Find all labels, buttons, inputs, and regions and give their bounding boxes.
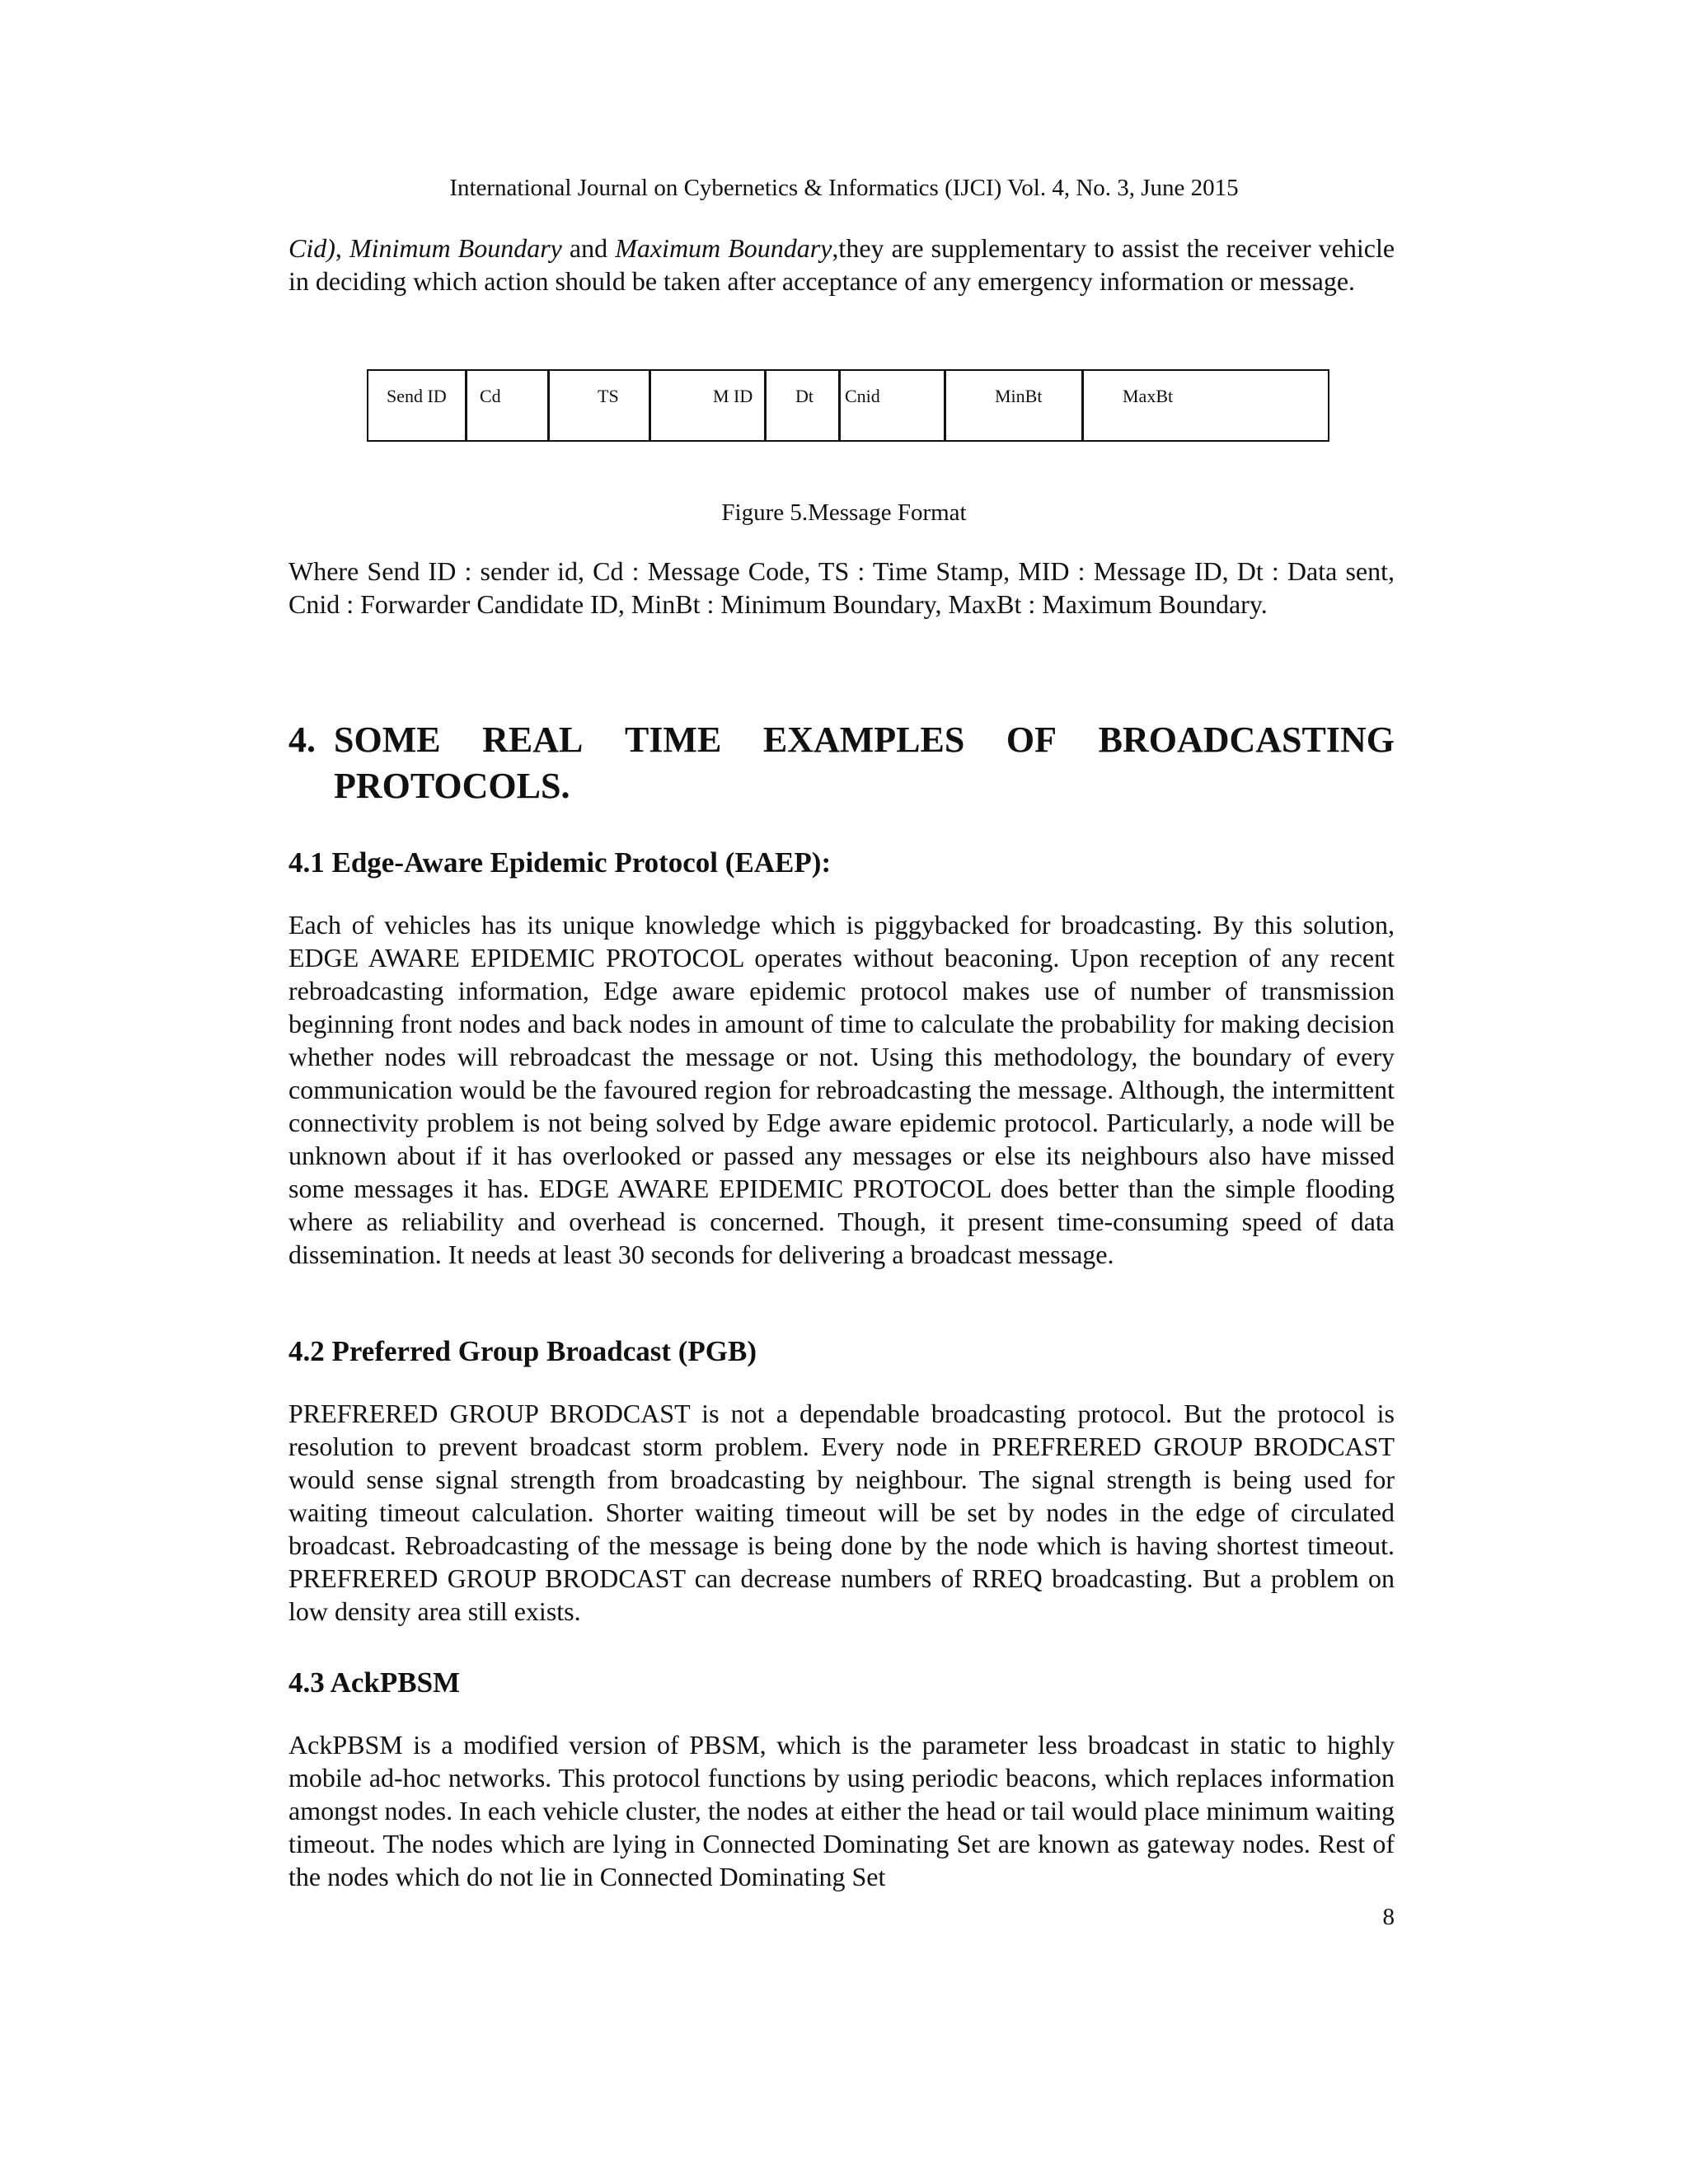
- field-divider: [547, 371, 550, 440]
- title-word: SOME: [334, 719, 441, 760]
- field-minbt: MinBt: [995, 386, 1043, 406]
- subsection-4-1-body: [288, 908, 1395, 1271]
- intro-italic-minimum-boundary: Minimum Boundary: [349, 233, 562, 263]
- where-paragraph: [288, 555, 1395, 621]
- title-word: TIME: [624, 719, 722, 760]
- field-cd: Cd: [480, 386, 501, 406]
- running-header: International Journal on Cybernetics & Informatics (IJCI) Vol. 4, No. 3, June 2015: [449, 175, 1239, 201]
- figure-caption: Figure 5.Message Format: [721, 499, 967, 526]
- field-divider: [1081, 371, 1084, 440]
- field-send-id: Send ID: [387, 386, 447, 406]
- subsection-4-2-body: [288, 1397, 1395, 1628]
- title-word: EXAMPLES: [762, 719, 965, 760]
- field-dt: Dt: [795, 386, 814, 406]
- field-divider: [764, 371, 767, 440]
- field-ts: TS: [598, 386, 619, 406]
- subsection-4-3-heading: 4.3 AckPBSM: [288, 1666, 461, 1699]
- paragraph: AckPBSM is a modified version of PBSM, which is the parameter less broadcast in static to highly mobile ad-hoc networks. This protocol functions by using periodic beacons, which replaces information amongst nodes. In each vehicle cluster, the nodes at either the head or tail would place minimum waiting timeout. The nodes which are lying in Connected Dominating Set are known as gateway nodes. Rest of the nodes which do not lie in Connected Dominating Set: [288, 1730, 1395, 1891]
- title-word: REAL: [482, 719, 584, 760]
- paragraph: PREFRERED GROUP BRODCAST is not a dependable broadcasting protocol. But the protocol is resolution to prevent broadcast storm problem. Every node in PREFRERED GROUP BRODCAST would sense signal strength from broadcasting by neighbour. The signal strength is being used for waiting timeout calculation. Shorter waiting timeout will be set by nodes in the edge of circulated broadcast. Rebroadcasting of the message is being done by the node which is having shortest timeout. PREFRERED GROUP BRODCAST can decrease numbers of RREQ broadcasting. But a problem on low density area still exists.: [288, 1399, 1395, 1626]
- subsection-4-1-heading: 4.1 Edge-Aware Epidemic Protocol (EAEP):: [288, 846, 832, 879]
- paragraph: Each of vehicles has its unique knowledge which is piggybacked for broadcasting. By this solution, EDGE AWARE EPIDEMIC PROTOCOL operates without beaconing. Upon reception of any recent rebroadcasting information, Edge aware epidemic protocol makes use of number of transmission beginning front nodes and back nodes in amount of time to calculate the probability for making decision whether nodes will rebroadcast the message or not. Using this methodology, the boundary of every communication would be the favoured region for rebroadcasting the message. Although, the intermittent connectivity problem is not being solved by Edge aware epidemic protocol. Particularly, a node will be unknown about if it has overlooked or passed any messages or else its neighbours also have missed some messages it has. EDGE AWARE EPIDEMIC PROTOCOL does better than the simple flooding where as reliability and overhead is concerned. Though, it present time-consuming speed of data dissemination. It needs at least 30 seconds for delivering a broadcast message.: [288, 910, 1395, 1269]
- message-format-table: [367, 369, 1329, 442]
- field-maxbt: MaxBt: [1123, 386, 1174, 406]
- section-title-line-1: [334, 717, 1395, 763]
- field-divider: [944, 371, 946, 440]
- subsection-4-3-body: [288, 1728, 1395, 1893]
- intro-text-3: ,they are supplementary to assist the receiver vehicle in deciding which action should be taken after acceptance of any emergency information or message.: [288, 233, 1395, 296]
- field-divider: [649, 371, 651, 440]
- title-word: BROADCASTING: [1098, 719, 1395, 760]
- field-divider: [838, 371, 841, 440]
- intro-text-1: ,: [335, 233, 349, 263]
- subsection-4-2-heading: 4.2 Preferred Group Broadcast (PGB): [288, 1335, 757, 1367]
- field-m-id: M ID: [713, 386, 753, 406]
- intro-italic-cid: Cid): [288, 233, 335, 263]
- field-cnid: Cnid: [845, 386, 880, 406]
- field-divider: [465, 371, 467, 440]
- page-number: 8: [1382, 1904, 1395, 1930]
- intro-italic-maximum-boundary: Maximum Boundary: [615, 233, 832, 263]
- intro-text-2: and: [561, 233, 616, 263]
- title-word: OF: [1006, 719, 1057, 760]
- section-title-line-2: PROTOCOLS.: [334, 766, 570, 806]
- section-number: 4.: [288, 719, 316, 760]
- intro-paragraph: [288, 232, 1395, 298]
- where-text: Where Send ID : sender id, Cd : Message Code, TS : Time Stamp, MID : Message ID, Dt : Data sent, Cnid : Forwarder Candidate ID, MinBt : Minimum Boundary, MaxBt : Maximum Boundary.: [288, 556, 1395, 619]
